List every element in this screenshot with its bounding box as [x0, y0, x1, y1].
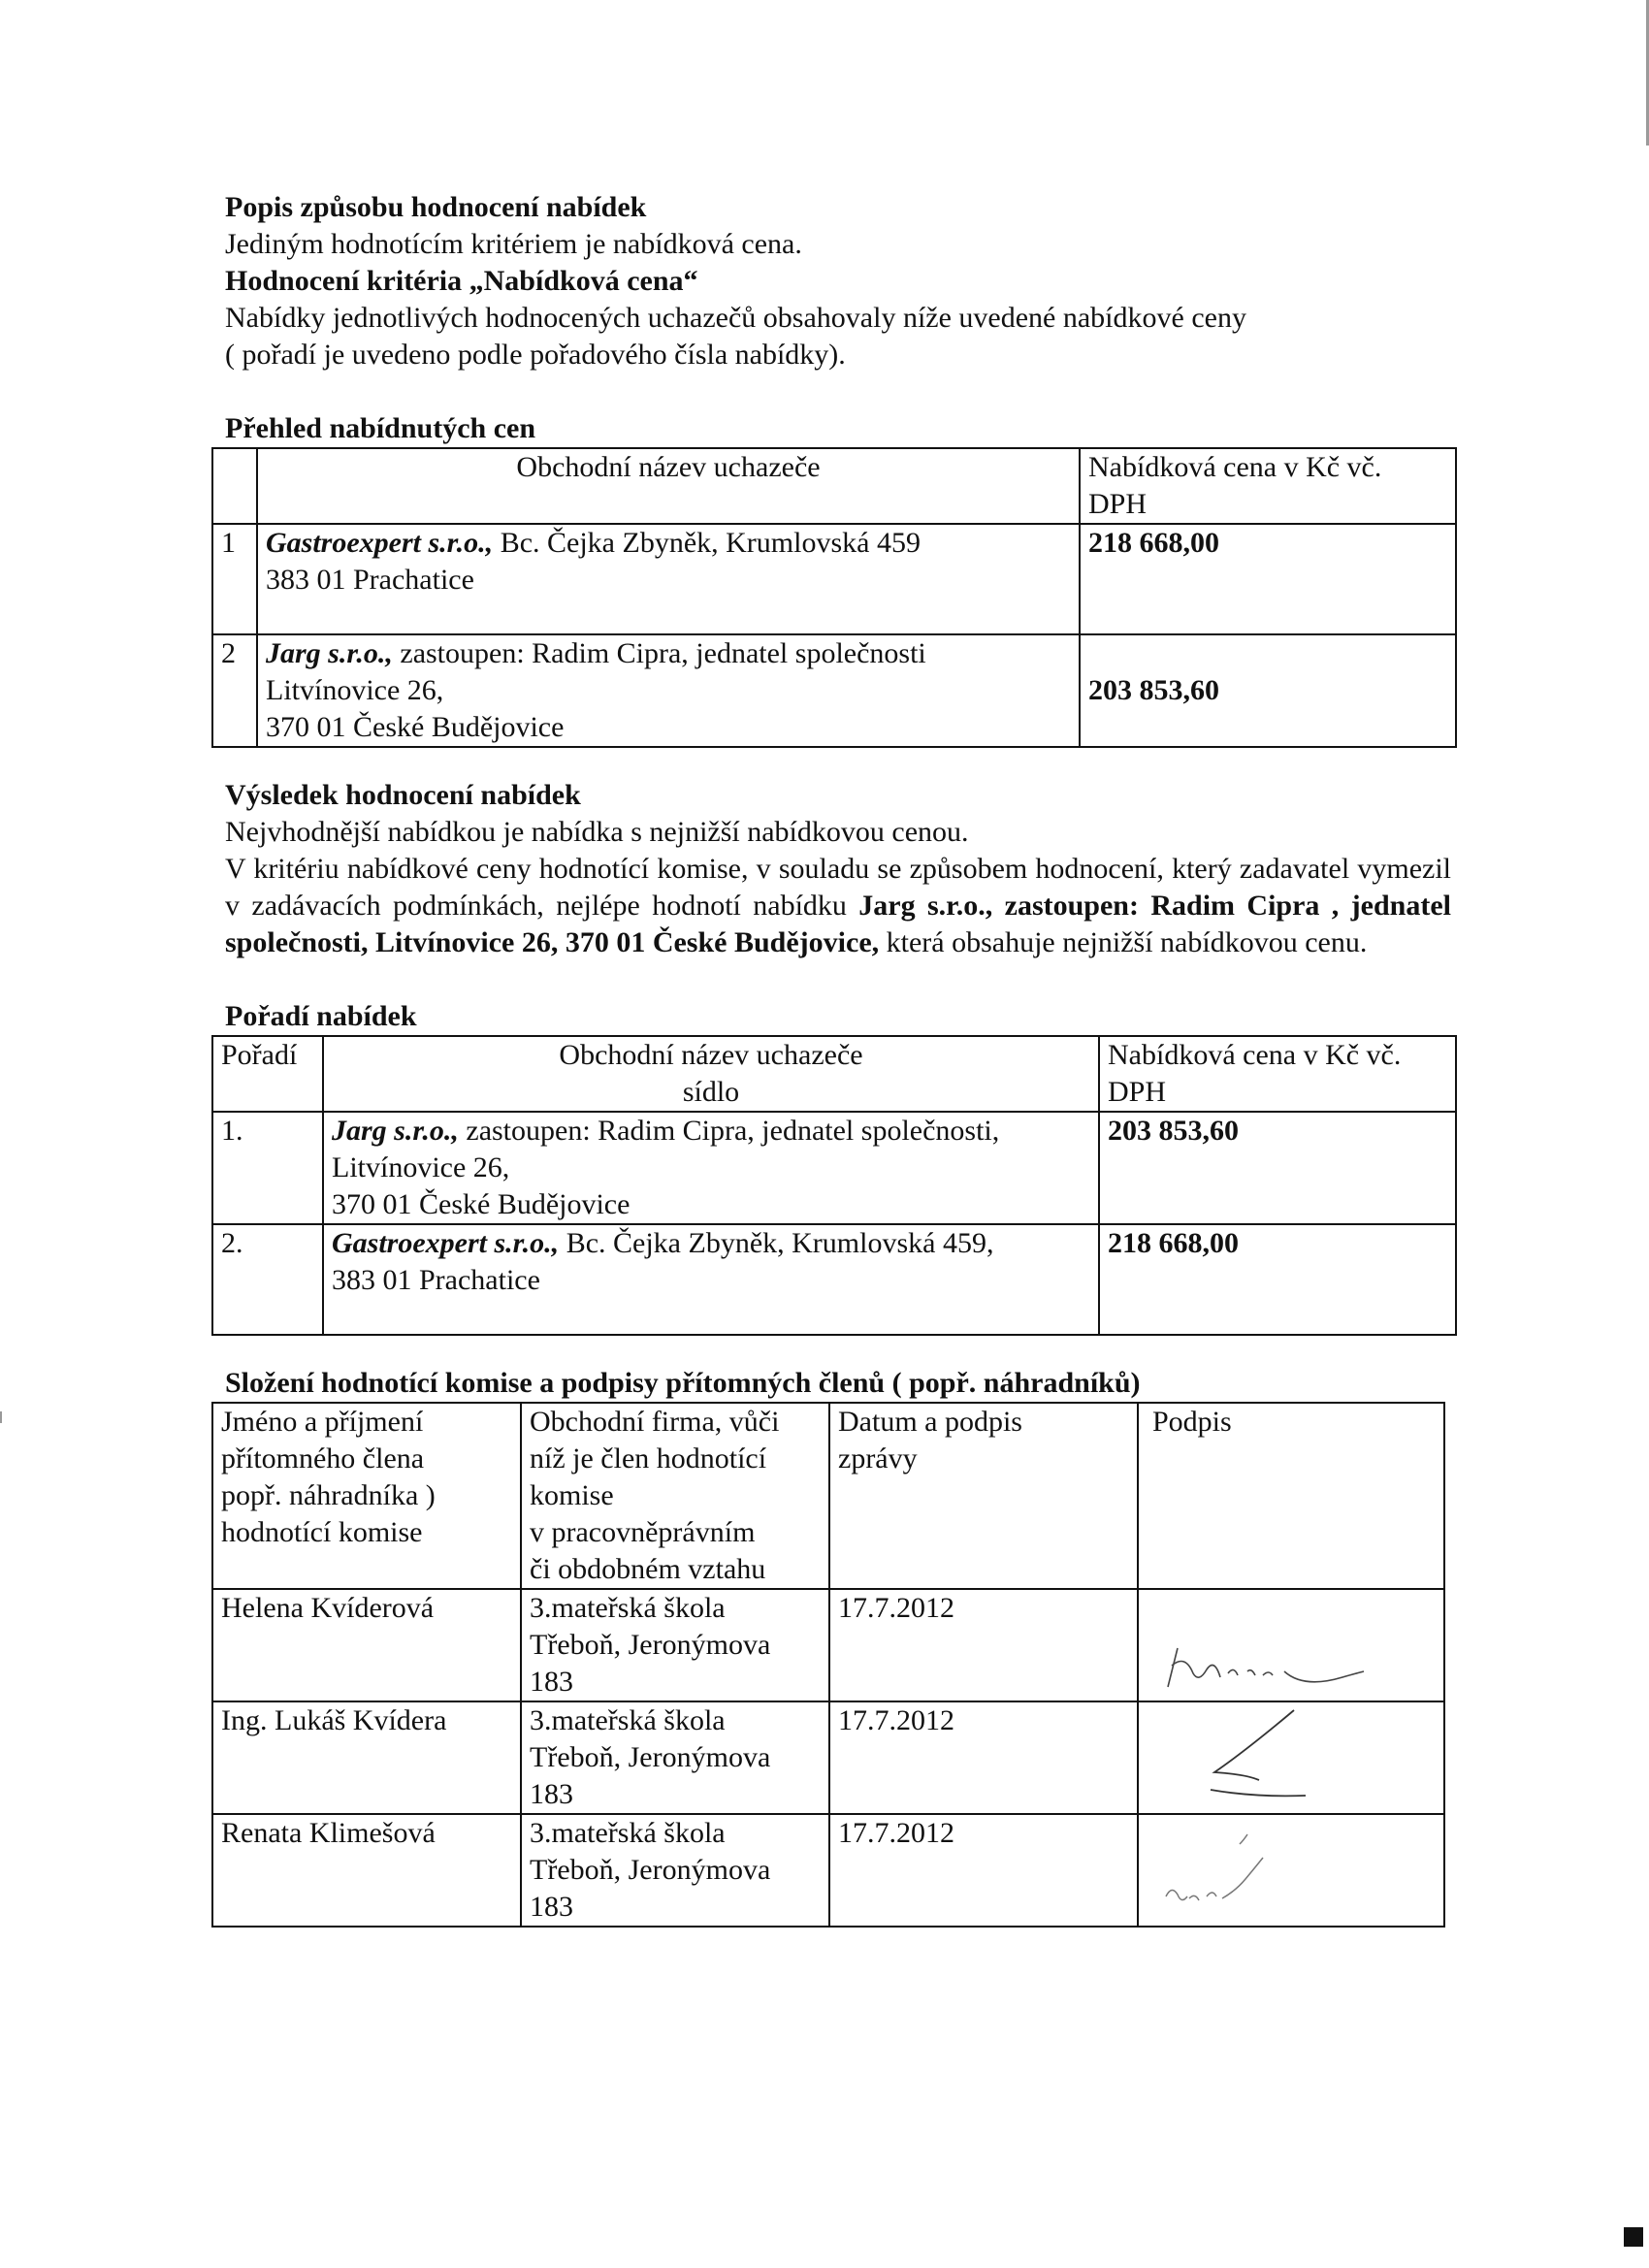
table-header-row: [212, 448, 1456, 524]
criterion-text: Jediným hodnotícím kritériem je nabídková cena.: [225, 228, 802, 260]
table-row: [212, 634, 1456, 747]
table-row: [212, 1224, 1456, 1335]
scan-stray-mark: [0, 1411, 2, 1423]
document-body: [221, 189, 1451, 1928]
bidder-cell: Jarg s.r.o., zastoupen: Radim Cipra, jednatel společnosti, Litvínovice 26, 370 01 České Budějovice: [323, 1112, 1099, 1224]
result-paragraph: V kritériu nabídkové ceny hodnotící komise, v souladu se způsobem hodnocení, který zadavatel vymezil v zadávacích podmínkách, nejlépe hodnotí nabídku Jarg s.r.o., zastoupen: Radim Cipra , jednatel společnosti, Litvínovice 26, 370 01 České Budějovice, která obsahuje nejnižší nabídkovou cenu.: [225, 853, 1451, 958]
offers-intro-line-2: ( pořadí je uvedeno podle pořadového čísla nabídky).: [225, 339, 846, 371]
offers-intro-line-1: Nabídky jednotlivých hodnocených uchazečů obsahovaly níže uvedené nabídkové ceny: [225, 302, 1246, 334]
member-date: 17.7.2012: [829, 1701, 1138, 1814]
price-cell: 203 853,60: [1080, 634, 1456, 747]
ranking-table: [211, 1035, 1457, 1336]
heading-committee: Složení hodnotící komise a podpisy přítomných členů ( popř. náhradníků): [225, 1367, 1141, 1399]
handwritten-signature: [1139, 1815, 1430, 1926]
table-row: [212, 1112, 1456, 1224]
committee-table: [211, 1402, 1445, 1928]
member-firm: 3.mateřská škola Třeboň, Jeronýmova 183: [521, 1589, 829, 1701]
order-cell: 1.: [212, 1112, 323, 1224]
header-order: Pořadí: [212, 1036, 323, 1112]
heading-result: Výsledek hodnocení nabídek: [225, 779, 581, 811]
table-row: [212, 1589, 1444, 1701]
signature-cell: [1138, 1589, 1444, 1701]
heading-evaluation-method: Popis způsobu hodnocení nabídek: [225, 191, 647, 223]
header-signature: Podpis: [1138, 1403, 1444, 1589]
member-name: Renata Klimešová: [212, 1814, 521, 1927]
member-name: Helena Kvíderová: [212, 1589, 521, 1701]
bidder-cell: Gastroexpert s.r.o., Bc. Čejka Zbyněk, Krumlovská 459, 383 01 Prachatice: [323, 1224, 1099, 1335]
handwritten-signature: [1139, 1702, 1430, 1813]
price-cell: 218 668,00: [1099, 1224, 1456, 1335]
member-name: Ing. Lukáš Kvídera: [212, 1701, 521, 1814]
row-number: 2: [212, 634, 257, 747]
order-cell: 2.: [212, 1224, 323, 1335]
heading-ranking: Pořadí nabídek: [225, 1000, 417, 1032]
member-date: 17.7.2012: [829, 1589, 1138, 1701]
offered-prices-table: [211, 447, 1457, 748]
row-number: 1: [212, 524, 257, 634]
bidder-cell: Gastroexpert s.r.o., Bc. Čejka Zbyněk, Krumlovská 459 383 01 Prachatice: [257, 524, 1080, 634]
result-best-offer: Nejvhodnější nabídkou je nabídka s nejnižší nabídkovou cenou.: [225, 816, 969, 848]
member-firm: 3.mateřská škola Třeboň, Jeronýmova 183: [521, 1701, 829, 1814]
heading-offered-prices: Přehled nabídnutých cen: [225, 412, 536, 444]
header-price: Nabídková cena v Kč vč. DPH: [1080, 448, 1456, 524]
table-row: [212, 1701, 1444, 1814]
header-bidder-name: Obchodní název uchazeče sídlo: [323, 1036, 1099, 1112]
header-member-name: Jméno a příjmení přítomného člena popř. náhradníka ) hodnotící komise: [212, 1403, 521, 1589]
header-date: Datum a podpis zprávy: [829, 1403, 1138, 1589]
price-cell: 218 668,00: [1080, 524, 1456, 634]
header-firm: Obchodní firma, vůči níž je člen hodnotící komise v pracovněprávním či obdobném vztahu: [521, 1403, 829, 1589]
heading-criterion-price: Hodnocení kritéria „Nabídková cena“: [225, 265, 698, 297]
signature-cell: [1138, 1814, 1444, 1927]
price-cell: 203 853,60: [1099, 1112, 1456, 1224]
table-row: [212, 1814, 1444, 1927]
member-date: 17.7.2012: [829, 1814, 1138, 1927]
signature-cell: [1138, 1701, 1444, 1814]
table-header-row: [212, 1036, 1456, 1112]
table-header-row: [212, 1403, 1444, 1589]
handwritten-signature: [1139, 1590, 1430, 1701]
header-price: Nabídková cena v Kč vč. DPH: [1099, 1036, 1456, 1112]
table-row: [212, 524, 1456, 634]
bidder-cell: Jarg s.r.o., zastoupen: Radim Cipra, jednatel společnosti Litvínovice 26, 370 01 České Budějovice: [257, 634, 1080, 747]
header-bidder-name: Obchodní název uchazeče: [257, 448, 1080, 524]
member-firm: 3.mateřská škola Třeboň, Jeronýmova 183: [521, 1814, 829, 1927]
scan-corner-mark: [1624, 2227, 1643, 2247]
